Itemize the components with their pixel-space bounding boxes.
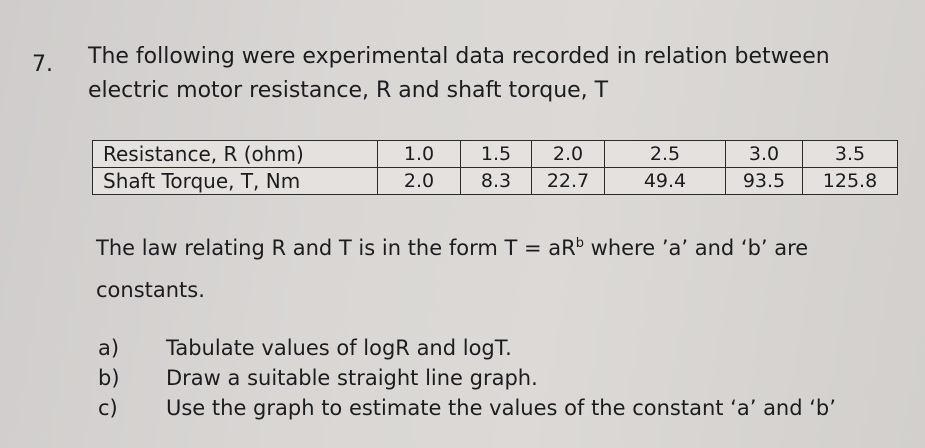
law-exponent: b	[575, 236, 584, 251]
table-cell: 2.0	[378, 168, 461, 195]
part-c-label: c)	[98, 396, 118, 420]
table-cell: 1.5	[461, 141, 532, 168]
table-cell: 125.8	[803, 168, 898, 195]
table-cell: 8.3	[461, 168, 532, 195]
table-row-torque	[93, 168, 898, 195]
table-cell: 22.7	[532, 168, 605, 195]
table-cell: 1.0	[378, 141, 461, 168]
part-b-text: Draw a suitable straight line graph.	[166, 366, 538, 390]
law-statement-line-2: constants.	[96, 278, 205, 302]
part-c-text: Use the graph to estimate the values of the constant ‘a’ and ‘b’	[166, 396, 836, 420]
row-label-torque: Shaft Torque, T, Nm	[93, 168, 378, 195]
question-text-line-2: electric motor resistance, R and shaft torque, T	[88, 78, 609, 103]
part-b-label: b)	[98, 366, 120, 390]
part-a-label: a)	[98, 336, 120, 360]
law-statement	[96, 236, 808, 260]
question-number: 7.	[32, 52, 53, 77]
table-cell: 49.4	[605, 168, 726, 195]
table-row-resistance	[93, 141, 898, 168]
table-cell: 93.5	[726, 168, 803, 195]
law-suffix: where ’a’ and ‘b’ are	[583, 236, 809, 260]
experimental-data-table	[92, 140, 898, 195]
table-cell: 3.0	[726, 141, 803, 168]
table-cell: 2.5	[605, 141, 726, 168]
row-label-resistance: Resistance, R (ohm)	[93, 141, 378, 168]
table-cell: 3.5	[803, 141, 898, 168]
part-a-text: Tabulate values of logR and logT.	[166, 336, 512, 360]
law-prefix: The law relating R and T is in the form T = aR	[96, 236, 576, 260]
question-text-line-1: The following were experimental data recorded in relation between	[88, 44, 830, 69]
table-cell: 2.0	[532, 141, 605, 168]
